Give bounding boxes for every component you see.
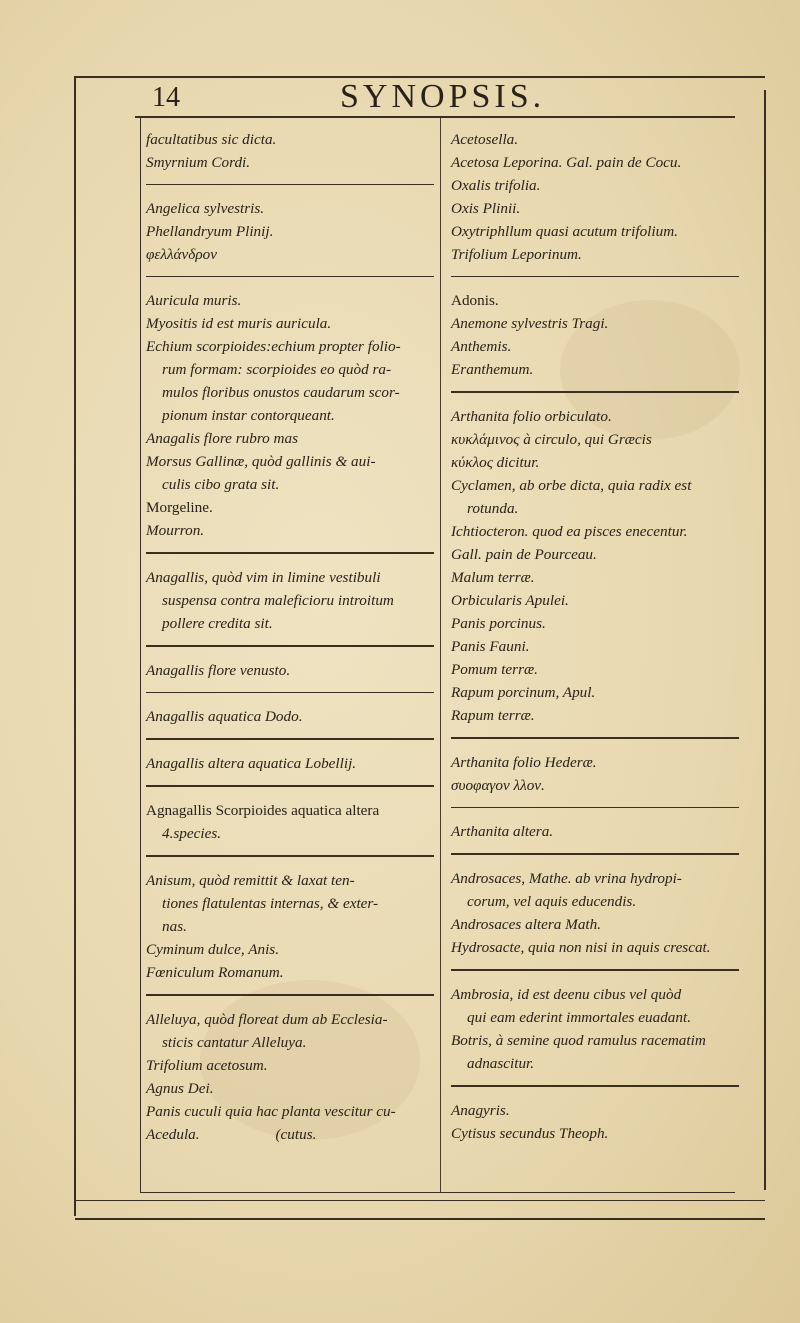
entry-line: Ambrosia, id est deenu cibus vel quòd [451,986,682,1003]
entry-line: κύκλος dicitur. [451,454,540,471]
frame-rule-left [74,76,76,1216]
entry-line: Eranthemum. [451,361,534,378]
entry-line: Cytisus secundus Theoph. [451,1125,609,1142]
entry [146,799,434,845]
running-head: SYNOPSIS. [340,78,546,115]
entry-line: Panis porcinus. [451,615,546,632]
separator-rule [146,552,434,554]
page-number: 14 [152,82,180,113]
separator-rule [451,969,739,971]
separator-rule [146,994,434,996]
entry [146,705,434,728]
entry [146,128,434,174]
entry-line: Androsaces, Mathe. ab vrina hydropi- [451,870,682,887]
right-column [451,128,739,1145]
entry-line: Auricula muris. [146,292,242,309]
entry-line: Anagyris. [451,1102,510,1119]
entry-line: Agnus Dei. [146,1080,214,1097]
entry [451,751,739,797]
separator-rule [451,276,739,277]
entry-line: Phellandryum Plinij. [146,223,274,240]
entry [146,566,434,635]
entry [451,405,739,727]
entry-line: Morgeline. [146,499,213,516]
entry-line: Anemone sylvestris Tragi. [451,315,609,332]
entry-line: Acetosella. [451,131,519,148]
separator-rule [146,738,434,740]
entry-line: Orbicularis Apulei. [451,592,569,609]
separator-rule [146,276,434,277]
entry [451,128,739,266]
entry-line: rotunda. [467,500,519,517]
entry-line: Anagallis, quòd vim in limine vestibuli [146,569,381,586]
entry-line: sticis cantatur Alleluya. [162,1034,307,1051]
entry-line: pollere credita sit. [162,615,273,632]
separator-rule [451,853,739,855]
column-rule-bottom [140,1192,735,1193]
entry-line: mulos floribus onustos caudarum scor- [162,384,400,401]
entry-line: Myositis id est muris auricula. [146,315,332,332]
entry-line: Agnagallis Scorpioides aquatica altera [146,802,380,819]
entry-line: Malum terræ. [451,569,535,586]
entry-line: Mourron. [146,522,205,539]
entry [146,659,434,682]
entry-line: Trifolium Leporinum. [451,246,582,263]
entry-line: Oxytriphllum quasi acutum trifolium. [451,223,678,240]
entry-line: συοφαγον λλον. [451,777,545,794]
separator-rule [451,1085,739,1087]
separator-rule [451,737,739,739]
entry [146,289,434,542]
entry-line: Cyclamen, ab orbe dicta, quia radix est [451,477,692,494]
entry-line: Arthanita folio orbiculato. [451,408,612,425]
column-rule-left [140,118,141,1193]
separator-rule [146,692,434,693]
entry-line: Anagallis flore venusto. [146,662,291,679]
entry-line: Trifolium acetosum. [146,1057,268,1074]
entry-line: 4.species. [162,825,222,842]
entry-line: Rapum terræ. [451,707,535,724]
entry-line: Adonis. [451,292,499,309]
entry-line: Oxalis trifolia. [451,177,541,194]
header-rule [135,116,735,118]
left-column [146,128,434,1146]
frame-rule-right [764,90,766,1190]
entry-line: Smyrnium Cordi. [146,154,251,171]
entry-line: Anthemis. [451,338,512,355]
frame-rule-bottom-outer [75,1218,765,1220]
entry-line: qui eam ederint immortales euadant. [467,1009,691,1026]
entry-line: facultatibus sic dicta. [146,131,277,148]
entry-line: Anagallis aquatica Dodo. [146,708,303,725]
entry-line: tiones flatulentas internas, & exter- [162,895,379,912]
entry-line: Arthanita altera. [451,823,554,840]
entry-line: adnascitur. [467,1055,535,1072]
entry [451,1099,739,1145]
entry-line: Oxis Plinii. [451,200,521,217]
separator-rule [451,391,739,393]
entry-line: Panis cuculi quia hac planta vescitur cu- [146,1103,396,1120]
entry-line: Botris, à semine quod ramulus racematim [451,1032,706,1049]
entry-line: corum, vel aquis educendis. [467,893,637,910]
entry-line: suspensa contra maleficioru introitum [162,592,394,609]
entry [451,820,739,843]
entry [451,289,739,381]
column-divider [440,118,441,1193]
entry [146,752,434,775]
entry [146,869,434,984]
entry-line: φελλάνδρον [146,246,217,263]
entry-line: Pomum terræ. [451,661,538,678]
entry-line: Alleluya, quòd floreat dum ab Ecclesia- [146,1011,388,1028]
entry [146,1008,434,1146]
entry-line: Gall. pain de Pourceau. [451,546,597,563]
entry-line: Rapum porcinum, Apul. [451,684,596,701]
entry [451,983,739,1075]
separator-rule [146,645,434,647]
entry-line: Acedula. (cutus. [146,1126,317,1143]
entry-line: Anagalis flore rubro mas [146,430,299,447]
separator-rule [451,807,739,808]
entry-line: Angelica sylvestris. [146,200,265,217]
frame-rule-bottom [75,1200,765,1201]
entry-line: Fœniculum Romanum. [146,964,284,981]
entry-line: rum formam: scorpioides eo quòd ra- [162,361,392,378]
entry-line: Panis Fauni. [451,638,530,655]
entry [146,197,434,266]
entry-line: culis cibo grata sit. [162,476,280,493]
entry-line: Androsaces altera Math. [451,916,602,933]
entry-line: Hydrosacte, quia non nisi in aquis crescat. [451,939,711,956]
entry-line: κυκλάμινος à circulo, qui Græcis [451,431,652,448]
entry-line: Echium scorpioides:echium propter folio- [146,338,401,355]
entry-line: pionum instar contorqueant. [162,407,335,424]
separator-rule [146,184,434,185]
separator-rule [146,855,434,857]
entry-line: Cyminum dulce, Anis. [146,941,280,958]
entry [451,867,739,959]
separator-rule [146,785,434,787]
entry-line: Arthanita folio Hederæ. [451,754,597,771]
entry-line: Morsus Gallinæ, quòd gallinis & aui- [146,453,376,470]
entry-line: nas. [162,918,187,935]
entry-line: Ichtiocteron. quod ea pisces enecentur. [451,523,688,540]
entry-line: Anisum, quòd remittit & laxat ten- [146,872,355,889]
entry-line: Acetosa Leporina. Gal. pain de Cocu. [451,154,682,171]
entry-line: Anagallis altera aquatica Lobellij. [146,755,357,772]
